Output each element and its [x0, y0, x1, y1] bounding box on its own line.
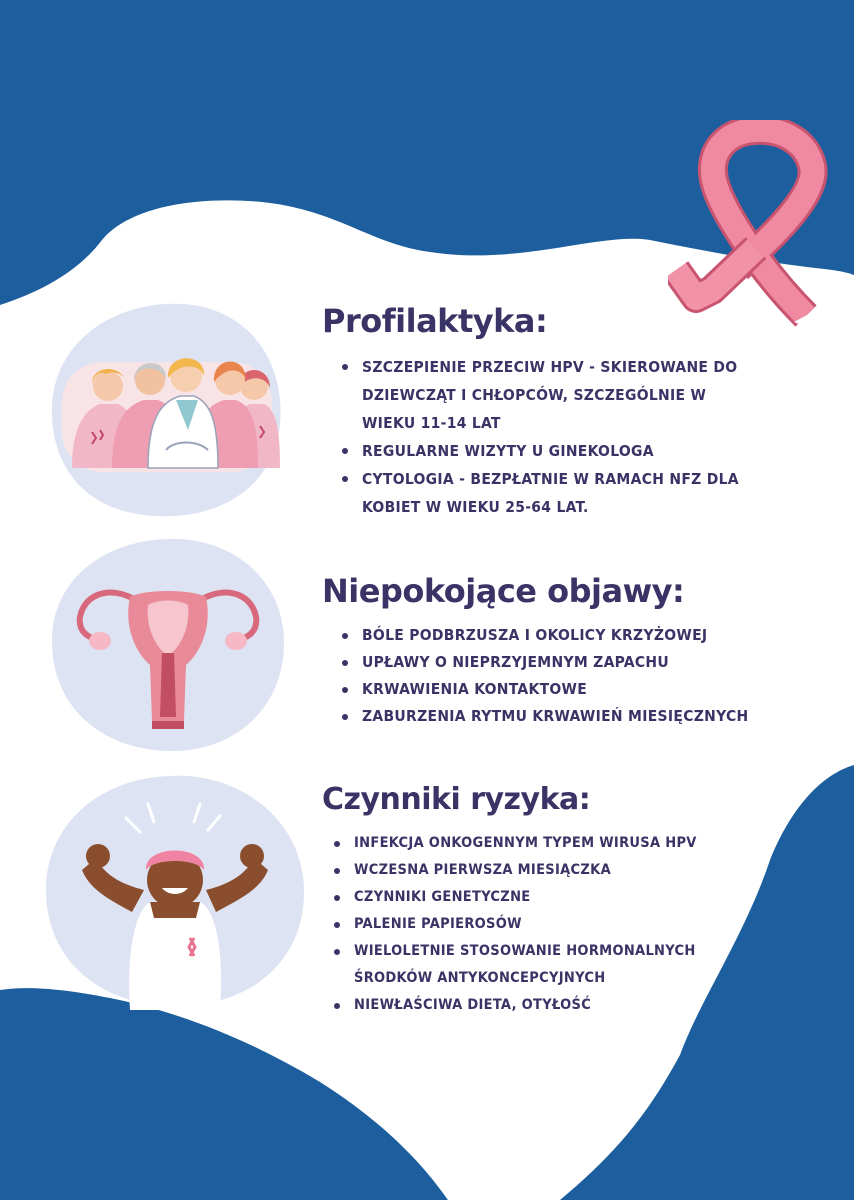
list-item: ZABURZENIA RYTMU KRWAWIEŃ MIESIĘCZNYCH: [340, 703, 760, 730]
list-item: CZYNNIKI GENETYCZNE: [332, 884, 722, 911]
list-item: REGULARNE WIZYTY U GINEKOLOGA: [340, 437, 750, 465]
list-item: CYTOLOGIA - BEZPŁATNIE W RAMACH NFZ DLA KOBIET W WIEKU 25-64 LAT.: [340, 465, 750, 521]
uterus-illustration: [48, 535, 288, 755]
list-item: BÓLE PODBRZUSZA I OKOLICY KRZYŻOWEJ: [340, 622, 760, 649]
prevention-list: [340, 353, 750, 521]
list-item: UPŁAWY O NIEPRZYJEMNYM ZAPACHU: [340, 649, 760, 676]
list-item: WIELOLETNIE STOSOWANIE HORMONALNYCH ŚRODKÓW ANTYKONCEPCYJNYCH: [332, 938, 722, 992]
list-item: SZCZEPIENIE PRZECIW HPV - SKIEROWANE DO DZIEWCZĄT I CHŁOPCÓW, SZCZEGÓLNIE W WIEKU 11-14 LAT: [340, 353, 750, 437]
list-item: WCZESNA PIERWSZA MIESIĄCZKA: [332, 857, 722, 884]
strong-woman-illustration: [40, 770, 310, 1010]
pink-ribbon-icon: [668, 120, 828, 335]
list-item: INFEKCJA ONKOGENNYM TYPEM WIRUSA HPV: [332, 830, 722, 857]
list-item: PALENIE PAPIEROSÓW: [332, 911, 722, 938]
symptoms-list: [340, 622, 760, 730]
list-item: NIEWŁAŚCIWA DIETA, OTYŁOŚĆ: [332, 992, 722, 1019]
women-group-illustration: [48, 300, 284, 520]
list-item: KRWAWIENIA KONTAKTOWE: [340, 676, 760, 703]
section-title-profilaktyka: Profilaktyka:: [322, 302, 548, 340]
risk-factors-list: [332, 830, 722, 1019]
section-title-czynniki-ryzyka: Czynniki ryzyka:: [322, 782, 591, 817]
section-title-objawy: Niepokojące objawy:: [322, 572, 685, 610]
